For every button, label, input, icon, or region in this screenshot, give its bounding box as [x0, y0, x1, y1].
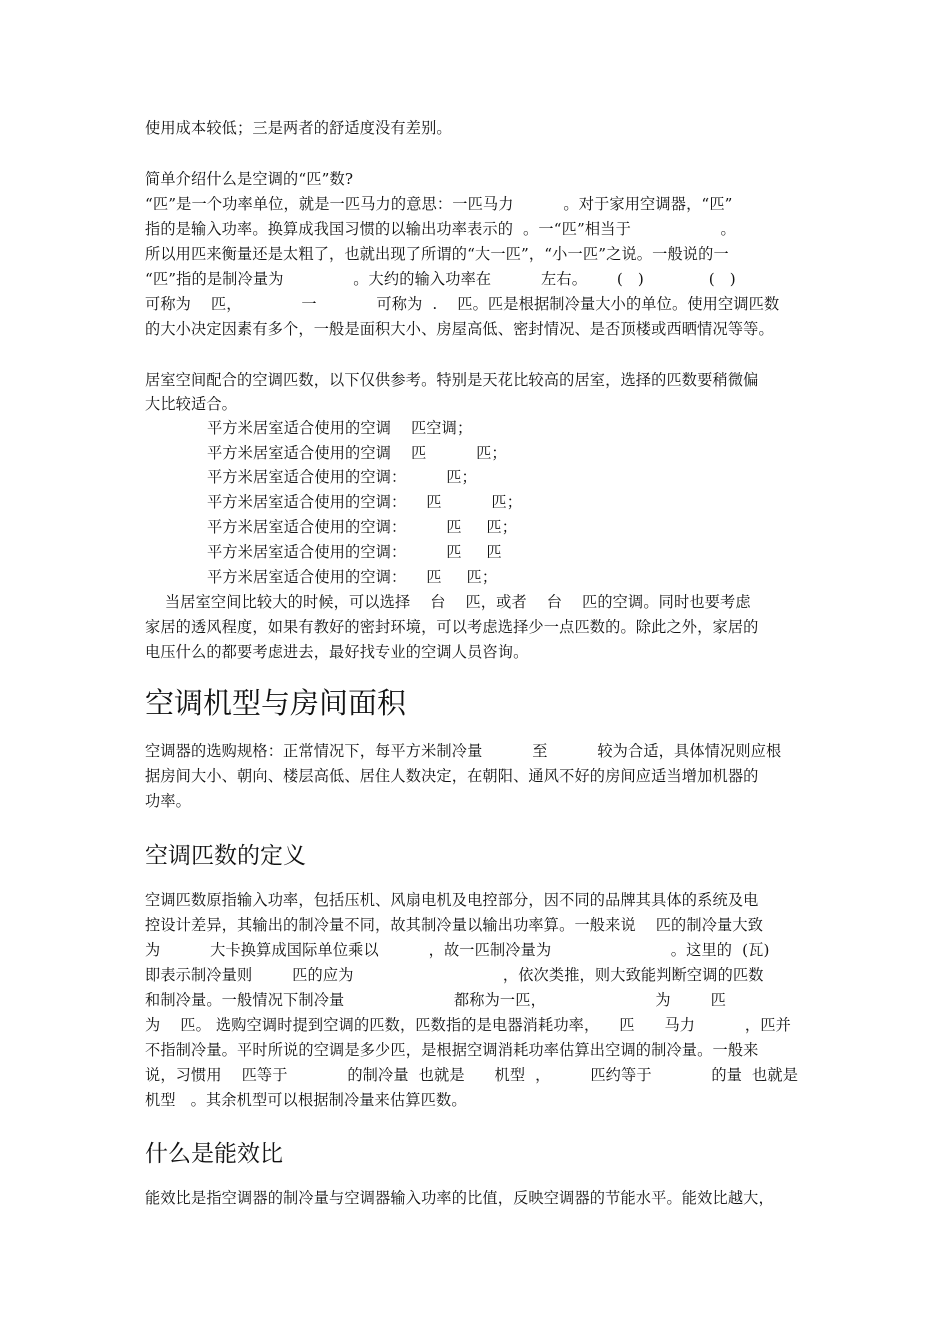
heading-aircon-area: 空调机型与房间面积 — [145, 686, 407, 720]
definition-line: 控设计差异，其输出的制冷量不同，故其制冷量以输出功率算。一般来说 匹的制冷量大致 — [145, 916, 764, 934]
eer-line: 能效比是指空调器的制冷量与空调器输入功率的比值，反映空调器的节能水平。能效比越大， — [145, 1189, 774, 1207]
room-match-item: 平方米居室适合使用的空调： 匹 匹； — [207, 568, 498, 586]
definition-line: 空调匹数原指输入功率，包括压机、风扇电机及电控部分，因不同的品牌其具体的系统及电 — [145, 891, 759, 909]
room-match-item: 平方米居室适合使用的空调 匹空调； — [207, 419, 473, 437]
room-match-item: 平方米居室适合使用的空调： 匹 匹； — [207, 493, 523, 511]
room-match-conclusion: 当居室空间比较大的时候，可以选择 台 匹，或者 台 匹的空调。同时也要考虑 — [145, 593, 751, 611]
room-match-item: 平方米居室适合使用的空调： 匹 匹； — [207, 518, 518, 536]
intro-line: 使用成本较低；三是两者的舒适度没有差别。 — [145, 119, 452, 137]
pi-question: 简单介绍什么是空调的“匹”数? — [145, 170, 354, 188]
definition-line: 和制冷量。一般情况下制冷量 都称为一匹， 为 匹 — [145, 991, 726, 1009]
area-paragraph-line: 据房间大小、朝向、楼层高低、居住人数决定，在朝阳、通风不好的房间应适当增加机器的 — [145, 767, 759, 785]
room-match-conclusion: 家居的透风程度，如果有教好的密封环境，可以考虑选择少一点匹数的。除此之外，家居的 — [145, 618, 759, 636]
room-match-item: 平方米居室适合使用的空调 匹 匹； — [207, 444, 507, 462]
definition-line: 说，习惯用 匹等于 的制冷量 也就是 机型 ， 匹约等于 的量 也就是 — [145, 1066, 799, 1084]
pi-paragraph-line: 指的是输入功率。换算成我国习惯的以输出功率表示的 。一“匹”相当于 。 — [145, 220, 736, 238]
room-match-item: 平方米居室适合使用的空调： 匹； — [207, 468, 477, 486]
room-match-item: 平方米居室适合使用的空调： 匹 匹 — [207, 543, 502, 561]
definition-line: 为 匹。 选购空调时提到空调的匹数，匹数指的是电器消耗功率， 匹 马力 ，匹并 — [145, 1016, 791, 1034]
pi-paragraph-line: 所以用匹来衡量还是太粗了，也就出现了所谓的“大一匹”，“小一匹”之说。一般说的一 — [145, 245, 729, 263]
area-paragraph-line: 空调器的选购规格：正常情况下，每平方米制冷量 至 较为合适，具体情况则应根 — [145, 742, 782, 760]
heading-pi-definition: 空调匹数的定义 — [145, 843, 306, 869]
room-match-conclusion: 电压什么的都要考虑进去，最好找专业的空调人员咨询。 — [145, 643, 529, 661]
pi-paragraph-line: 的大小决定因素有多个，一般是面积大小、房屋高低、密封情况、是否顶楼或西晒情况等等。 — [145, 320, 774, 338]
pi-paragraph-line: “匹”是一个功率单位，就是一匹马力的意思：一匹马力 。对于家用空调器，“匹” — [145, 195, 733, 213]
room-match-line: 大比较适合。 — [145, 395, 238, 413]
definition-line: 为 大卡换算成国际单位乘以 ，故一匹制冷量为 。这里的 (瓦) — [145, 941, 770, 959]
definition-line: 机型 。其余机型可以根据制冷量来估算匹数。 — [145, 1091, 467, 1109]
definition-line: 即表示制冷量则 匹的应为 ，依次类推，则大致能判断空调的匹数 — [145, 966, 764, 984]
definition-line: 不指制冷量。平时所说的空调是多少匹，是根据空调消耗功率估算出空调的制冷量。一般来 — [145, 1041, 759, 1059]
area-paragraph-line: 功率。 — [145, 792, 192, 810]
pi-paragraph-line: 可称为 匹， 一 可称为 . 匹。匹是根据制冷量大小的单位。使用空调匹数 — [145, 295, 780, 313]
heading-eer: 什么是能效比 — [145, 1141, 283, 1167]
room-match-line: 居室空间配合的空调匹数，以下仅供参考。特别是天花比较高的居室，选择的匹数要稍微偏 — [145, 371, 759, 389]
pi-paragraph-line: “匹”指的是制冷量为 。大约的输入功率在 左右。 ( ) ( ) — [145, 270, 736, 288]
